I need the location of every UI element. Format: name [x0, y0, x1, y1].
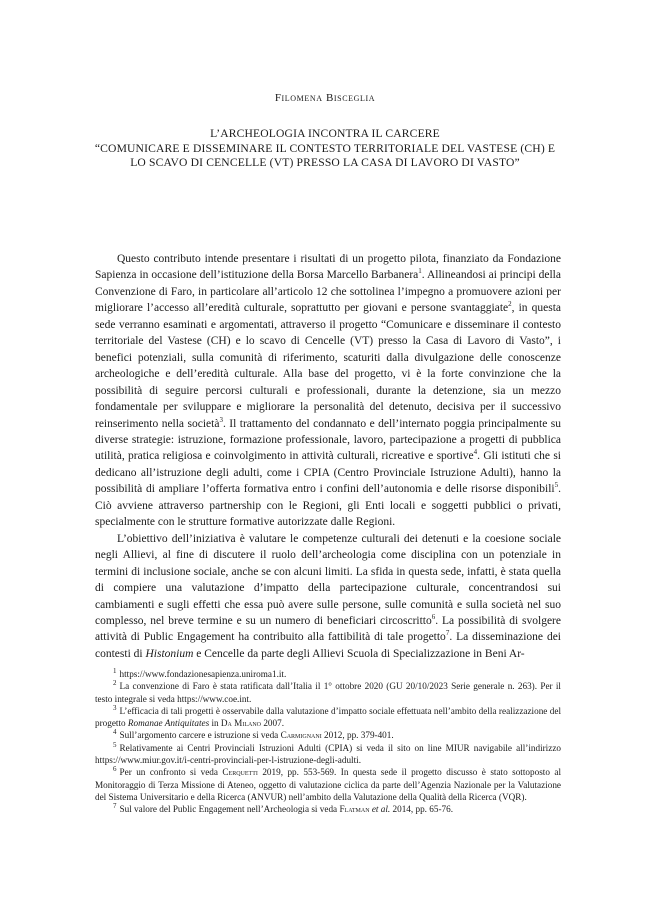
footnote-ref-7[interactable]: 7 — [445, 629, 450, 638]
footnotes — [95, 668, 561, 816]
footnote-ref-3[interactable]: 3 — [219, 415, 223, 424]
footnote-ref-5[interactable]: 5 — [554, 481, 559, 490]
body-text — [95, 251, 561, 662]
footnote-ref-1[interactable]: 1 — [418, 267, 422, 276]
title-line-2: “COMUNICARE E DISSEMINARE IL CONTESTO TERRITORIALE DEL VASTESE (CH) E — [94, 141, 556, 155]
title-line-3: LO SCAVO DI CENCELLE (VT) PRESSO LA CASA DI LAVORO DI VASTO” — [130, 156, 520, 170]
footnote-6: $^6$ Per un confronto si veda Cerquetti 2019, pp. 553-569. In questa sede il progetto discusso è stato sottoposto al Monitoraggio di Terza Missione di Ateneo, oggetto di valutazione ciclica da parte dell’Agenzia Nazionale per la Valutazione del Sistema Universitario e della Ricerca (ANVUR) nell’ambito della Valutazione della Qualità della Ricerca (VQR). — [95, 765, 561, 802]
footnote-5: $^5$ Relativamente ai Centri Provinciali Istruzioni Adulti (CPIA) si veda il sito on line MIUR navigabile all’indirizzo https://www.miur.gov.it/i-centri-provinciali-per-l-istruzione-degli-adulti. — [95, 740, 561, 766]
paragraph-1: Questo contributo intende presentare i risultati di un progetto pilota, finanziato da Fondazione Sapienza in occasione dell’istituzione della Borsa Marcello Barbanera$^1$. Allineandosi ai principi della Convenzione di Faro, in particolare all’articolo 12 che sottolinea l’impegno a promuovere azioni per migliorare l’accesso all’eredità culturale, soprattutto per giovani e persone svantaggiate$^2$, in questa sede verranno esaminati e argomentati, attraverso il progetto “Comunicare e disseminare il contesto territoriale del Vastese (CH) e lo scavo di Cencelle (VT) presso la Casa di Lavoro di Vasto”, i benefici potenziali, sulla comunità di riferimento, scaturiti dalla divulgazione delle conoscenze archeologiche e dell’eredità culturale. Alla base del progetto, vi è la forte convinzione che la possibilità di seguire percorsi culturali e professionali, durante la detenzione, sia un mezzo fondamentale per sviluppare e migliorare la personalità del detenuto, decisiva per il successivo reinserimento nella società$^3$. Il trattamento del condannato e dell’internato poggia principalmente su diverse strategie: istruzione, formazione professionale, lavoro, partecipazione a progetti di pubblica utilità, pratica religiosa e coinvolgimento in attività culturali, ricreative e sportive$^4$. Gli istituti che si dedicano all’istruzione degli adulti, come i CPIA (Centro Provinciale Istruzione Adulti), hanno la possibilità di ampliare l’offerta formativa entro i confini dell’autonomia e delle risorse disponibili$^5$. Ciò avviene attraverso partnership con le Regioni, gli Enti locali e soggetti pubblici o privati, specialmente con le strutture formative autorizzate dalle Regioni. — [95, 253, 561, 529]
footnote-7: $^7$ Sul valore del Public Engagement nell’Archeologia si veda Flatman et al. 2014, pp. 65-76. — [113, 802, 453, 815]
footnote-3: $^3$ L’efficacia di tali progetti è osservabile dalla valutazione d’impatto sociale effettuata nell’ambito della realizzazione del progetto Romanae Antiquitates in Da Milano 2007. — [95, 703, 561, 729]
footnote-1: $^1$ https://www.fondazionesapienza.uniroma1.it. — [113, 666, 287, 679]
footnote-ref-4[interactable]: 4 — [473, 448, 478, 457]
footnote-ref-6[interactable]: 6 — [431, 613, 436, 622]
paragraph-2: L’obiettivo dell’iniziativa è valutare le competenze culturali dei detenuti e la coesione sociale negli Allievi, al fine di discutere il ruolo dell’archeologia come disciplina con un potenziale in termini di inclusione sociale, anche se con alcuni limiti. La sfida in questa sede, infatti, è stata quella di compiere una valutazione d’impatto della partecipazione culturale, concentrandosi sui cambiamenti e sugli effetti che essa può avere sulle persone, sulle comunità e sulla società nel suo complesso, nel breve termine e su un numero di beneficiari circoscritto$^6$. La possibilità di svolgere attività di Public Engagement ha contribuito alla fattibilità di tale progetto$^7$. La disseminazione dei contesti di Histonium e Cencelle da parte degli Allievi Scuola di Specializzazione in Beni Ar- — [95, 532, 562, 660]
footnote-4: $^4$ Sull’argomento carcere e istruzione si veda Carmignani 2012, pp. 379-401. — [113, 728, 394, 741]
article-title — [85, 127, 565, 171]
footnote-ref-2[interactable]: 2 — [508, 300, 512, 309]
author-name: Filomena Bisceglia — [274, 92, 376, 104]
footnote-2: $^2$ La convenzione di Faro è stata ratificata dall’Italia il 1° ottobre 2020 (GU 20/10/2023 Serie generale n. 263). Per il testo integrale si veda https://www.coe.int. — [95, 679, 561, 704]
title-line-1: L’ARCHEOLOGIA INCONTRA IL CARCERE — [210, 127, 440, 140]
